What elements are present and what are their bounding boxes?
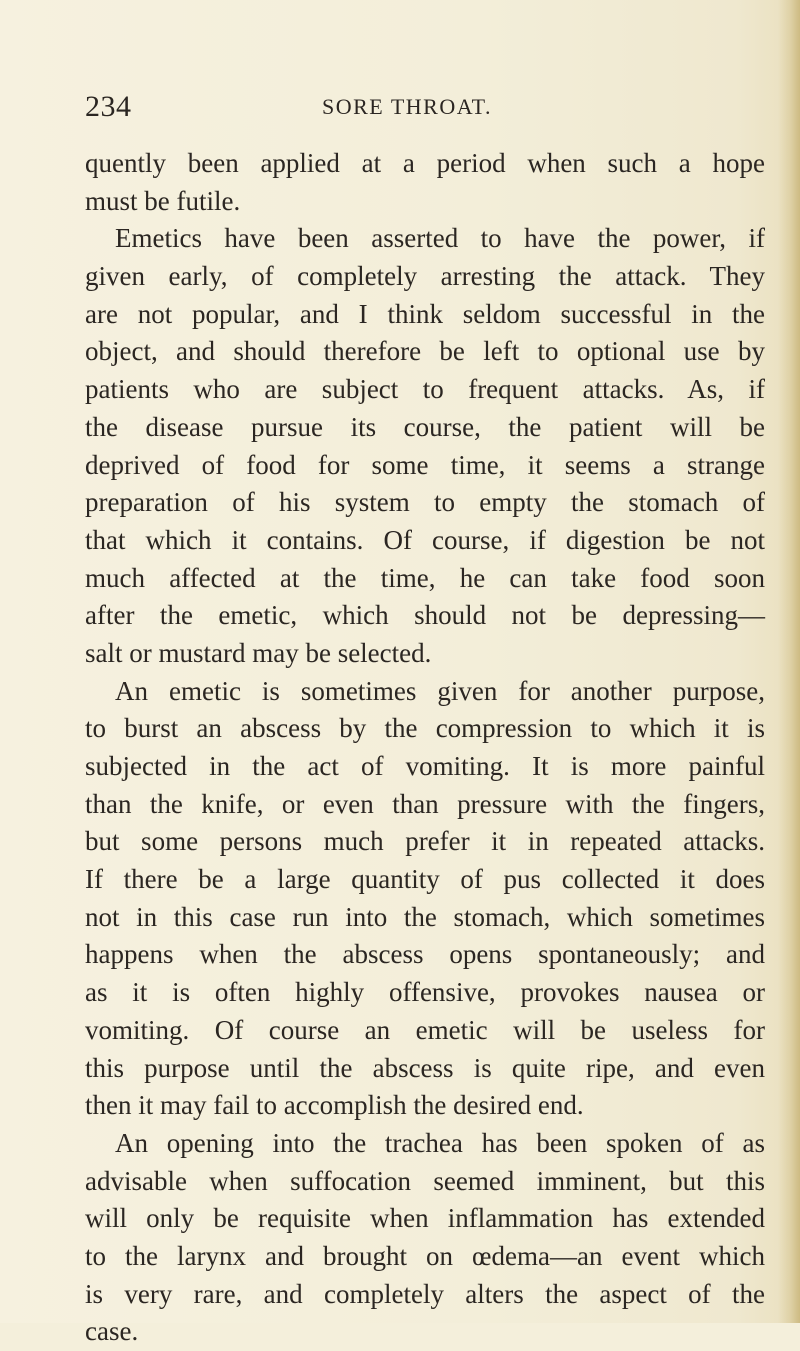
text-line: this purpose until the abscess is quite ripe, and even bbox=[85, 1052, 765, 1083]
running-head bbox=[85, 90, 760, 130]
text-line: then it may fail to accomplish the desired end. bbox=[85, 1090, 584, 1121]
body-text bbox=[85, 145, 765, 1351]
text-line: vomiting. Of course an emetic will be useless for bbox=[85, 1014, 765, 1045]
text-line: preparation of his system to empty the stomach of bbox=[85, 487, 765, 518]
text-line: salt or mustard may be selected. bbox=[85, 637, 432, 668]
text-line: is very rare, and completely alters the aspect of the bbox=[85, 1278, 765, 1309]
text-line: happens when the abscess opens spontaneously; and bbox=[85, 939, 765, 970]
text-line: not in this case run into the stomach, which sometimes bbox=[85, 901, 765, 932]
text-line: that which it contains. Of course, if digestion be not bbox=[85, 524, 765, 555]
paragraph-first-line: Emetics have been asserted to have the power, if bbox=[115, 223, 765, 254]
text-line: as it is often highly offensive, provokes nausea or bbox=[85, 977, 765, 1008]
text-line: given early, of completely arresting the attack. They bbox=[85, 261, 765, 292]
text-line: after the emetic, which should not be depressing— bbox=[85, 600, 765, 631]
text-line: advisable when suffocation seemed imminent, but this bbox=[85, 1165, 765, 1196]
running-title: SORE THROAT. bbox=[322, 94, 492, 119]
text-line: much affected at the time, he can take food soon bbox=[85, 562, 765, 593]
text-line: the disease pursue its course, the patient will be bbox=[85, 411, 765, 442]
text-line: must be futile. bbox=[85, 185, 241, 216]
text-line: quently been applied at a period when such a hope bbox=[85, 148, 765, 178]
text-line: to burst an abscess by the compression to which it is bbox=[85, 713, 765, 744]
text-line: but some persons much prefer it in repeated attacks. bbox=[85, 826, 765, 857]
text-line: will only be requisite when inflammation has extended bbox=[85, 1203, 765, 1234]
text-line: object, and should therefore be left to optional use by bbox=[85, 336, 765, 367]
paragraph-first-line: An opening into the trachea has been spoken of as bbox=[115, 1127, 765, 1158]
text-line: are not popular, and I think seldom successful in the bbox=[85, 298, 765, 329]
page-edge-shading bbox=[778, 0, 800, 1323]
paragraph-first-line: An emetic is sometimes given for another purpose, bbox=[115, 675, 765, 706]
text-line: deprived of food for some time, it seems a strange bbox=[85, 449, 765, 480]
text-line: case. bbox=[85, 1316, 139, 1347]
text-line: If there be a large quantity of pus collected it does bbox=[85, 864, 765, 895]
text-line: to the larynx and brought on œdema—an event which bbox=[85, 1240, 765, 1271]
page-number: 234 bbox=[85, 90, 132, 123]
text-line: subjected in the act of vomiting. It is more painful bbox=[85, 751, 765, 781]
text-line: than the knife, or even than pressure with the fingers, bbox=[85, 788, 765, 819]
text-line: patients who are subject to frequent attacks. As, if bbox=[85, 374, 765, 405]
